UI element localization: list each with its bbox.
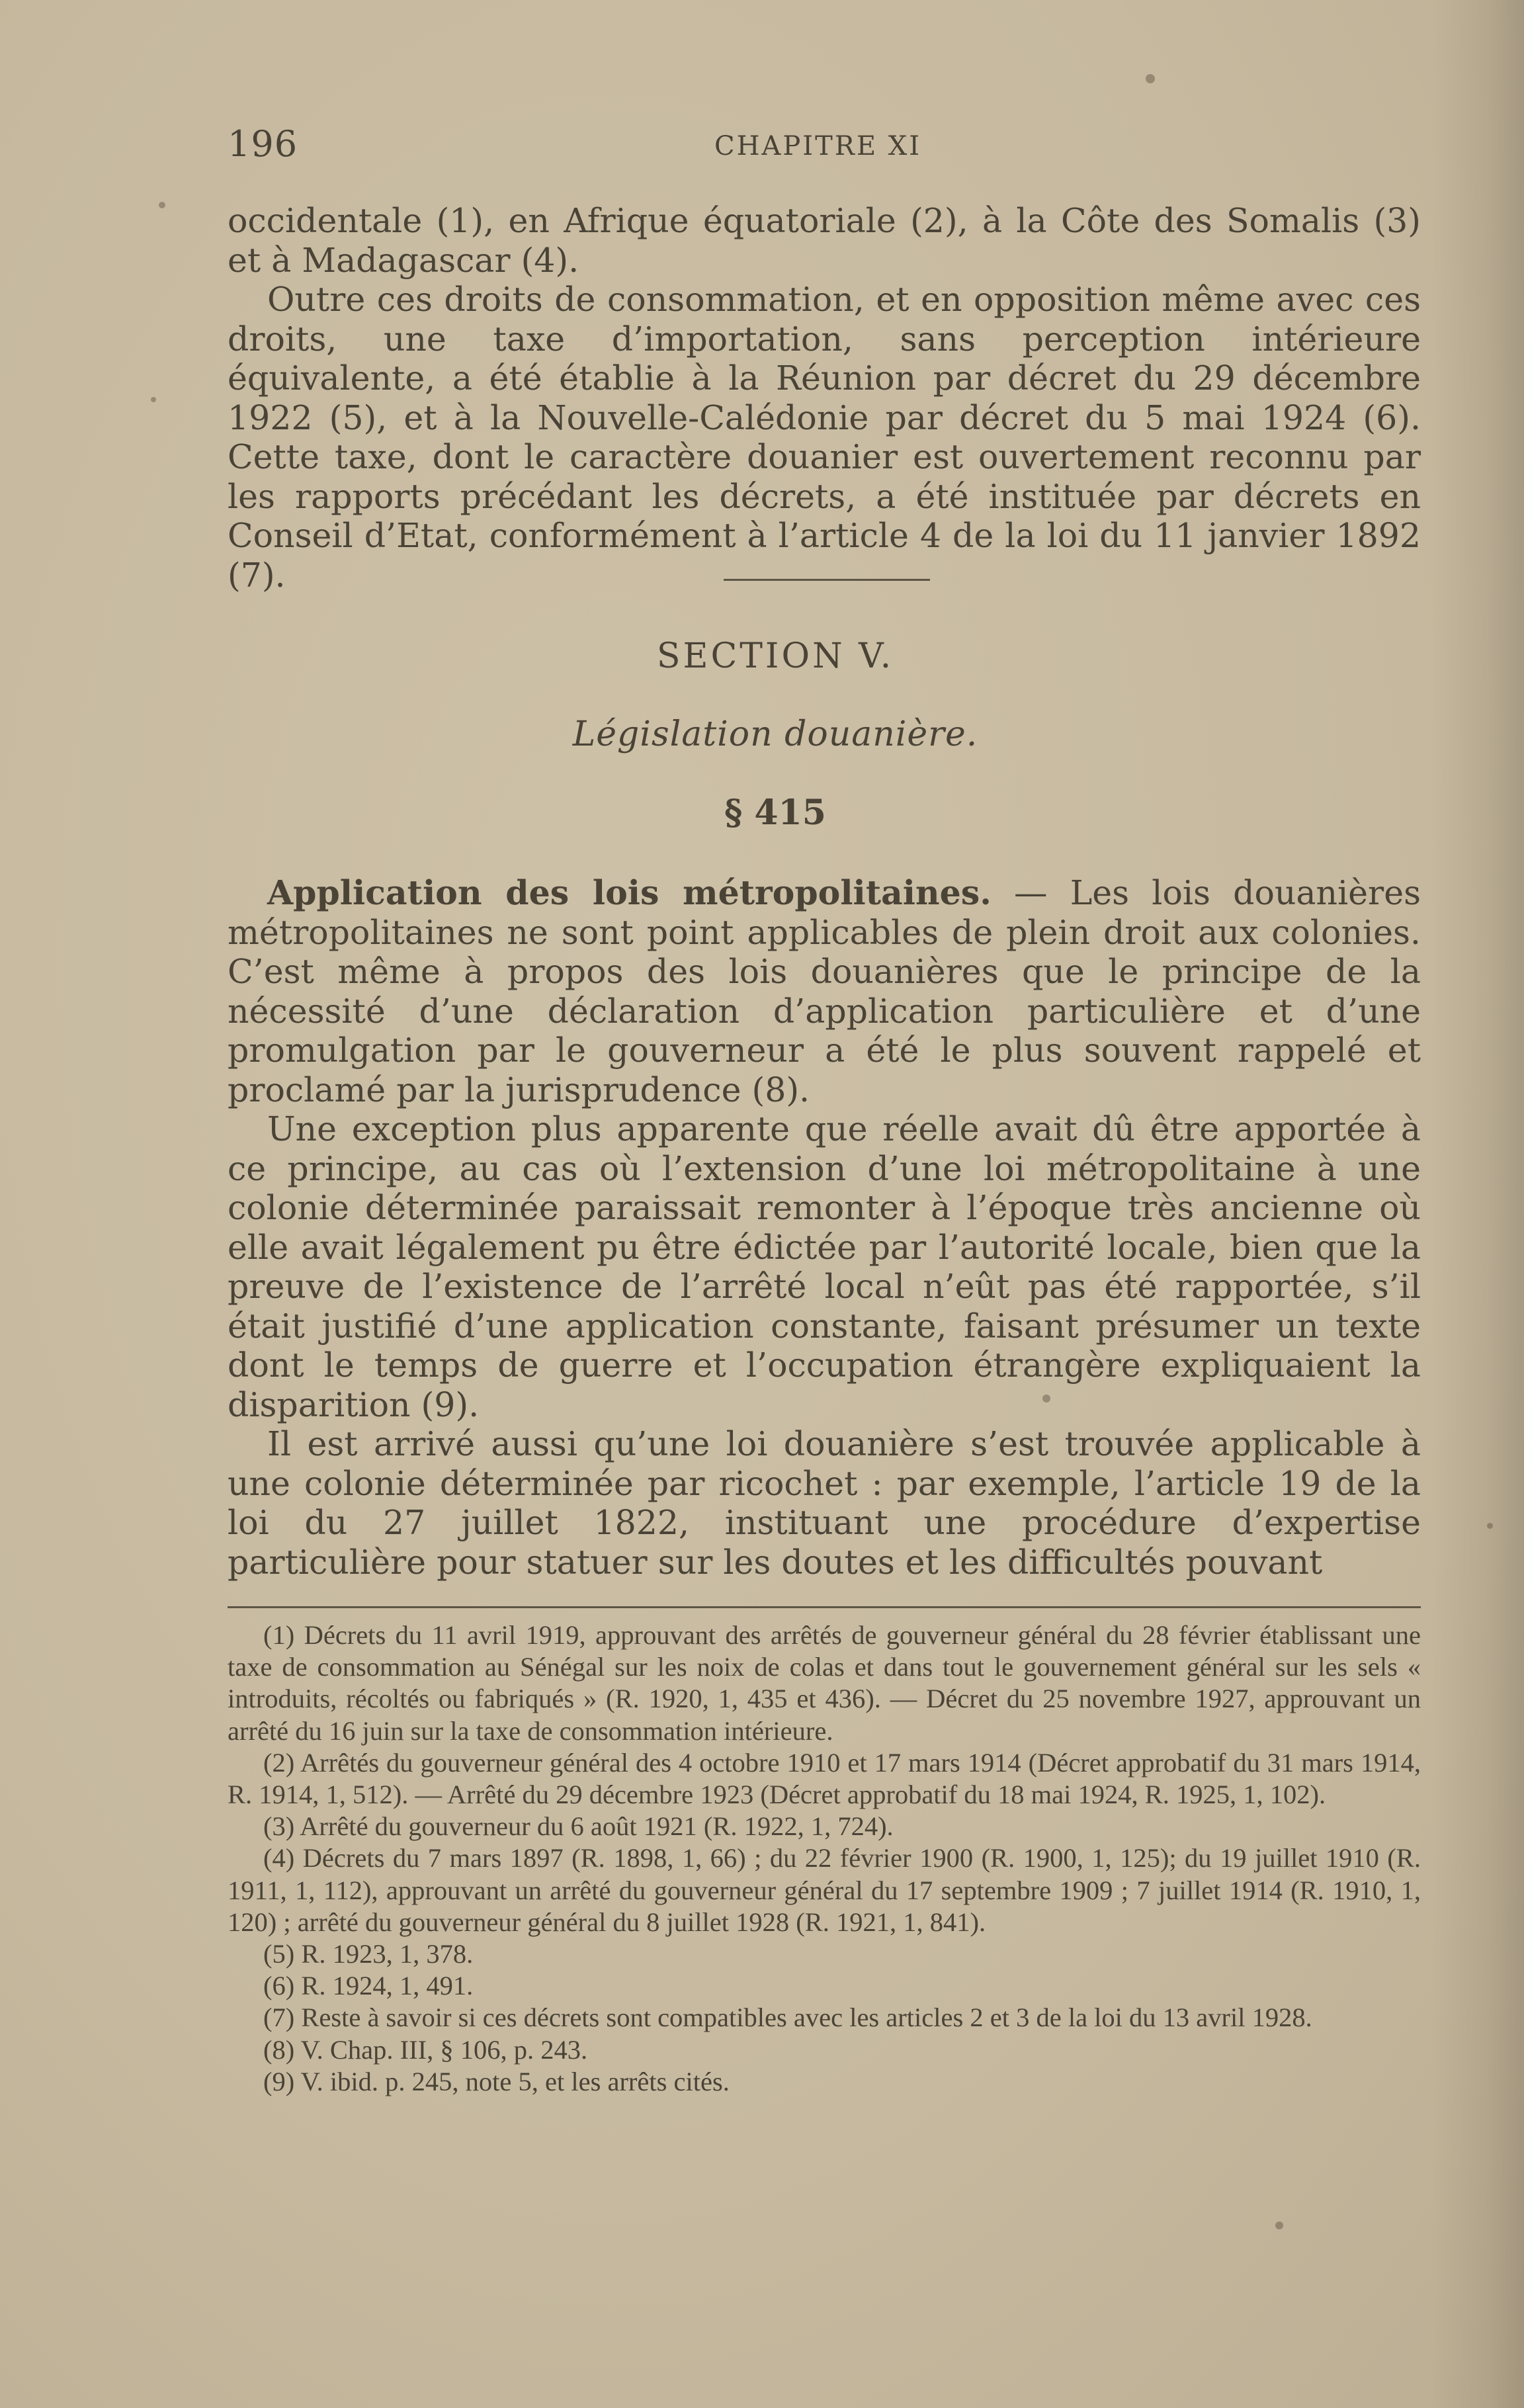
footnote-divider	[228, 1606, 1421, 1608]
main-paragraph-1-text: — Les lois douanières métropolitaines ne sont point applicables de plein droit aux colonies. C’est même à propos des lois douanières que le principe de la nécessité d’une déclaration d’application particulière et d’une promulgation par le gouverneur a été le plus souvent rappelé et proclamé par la jurisprudence (8).	[228, 873, 1421, 1109]
running-head: CHAPITRE XI	[714, 131, 922, 161]
footnote: (7) Reste à savoir si ces décrets sont compatibles avec les articles 2 et 3 de la loi du 13 avril 1928.	[263, 2002, 1312, 2033]
section-title: SECTION V.	[656, 636, 894, 676]
spine-shadow	[1431, 0, 1524, 2408]
paragraph-number: § 415	[724, 793, 826, 833]
section-divider	[724, 579, 930, 581]
paragraph-heading: Application des lois métropolitaines.	[267, 873, 992, 912]
main-paragraph-1	[228, 873, 1421, 1109]
footnote: (6) R. 1924, 1, 491.	[263, 1971, 474, 2001]
footnote: (8) V. Chap. III, § 106, p. 243.	[263, 2034, 588, 2065]
footnote: (3) Arrêté du gouverneur du 6 août 1921 (R. 1922, 1, 724).	[263, 1811, 894, 1842]
page-number: 196	[228, 123, 298, 165]
section-subtitle: Législation douanière.	[572, 714, 978, 754]
main-paragraph-3: Il est arrivé aussi qu’une loi douanière s’est trouvée applicable à une colonie déterminée par ricochet : par exemple, l’article 19 de la loi du 27 juillet 1822, instituant une procédure d’expertise particulière pour statuer sur les doutes et les difficultés pouvant	[228, 1424, 1421, 1582]
paper-speck	[1146, 74, 1155, 83]
main-paragraph-2: Une exception plus apparente que réelle avait dû être apportée à ce principe, au cas où l’extension d’une loi métropolitaine à une colonie déterminée paraissait remonter à l’époque très ancienne où elle avait légalement pu être édictée par l’autorité locale, bien que la preuve de l’existence de l’arrêté local n’eût pas été rapportée, s’il était justifié d’une application constante, faisant présumer un texte dont le temps de guerre et l’occupation étrangère expliquaient la disparition (9).	[228, 1109, 1421, 1424]
paper-speck	[1487, 1523, 1493, 1529]
intro-paragraph-1: occidentale (1), en Afrique équatoriale (2), à la Côte des Somalis (3) et à Madagascar (4).	[228, 201, 1421, 280]
paper-speck	[151, 397, 156, 402]
main-text-block	[228, 873, 1421, 1582]
footnote: (5) R. 1923, 1, 378.	[263, 1939, 474, 1969]
paper-speck	[1275, 2221, 1283, 2229]
paper-speck	[159, 202, 165, 208]
footnotes	[228, 1619, 1421, 2098]
footnote: (9) V. ibid. p. 245, note 5, et les arrêts cités.	[263, 2066, 730, 2096]
footnote: (2) Arrêtés du gouverneur général des 4 octobre 1910 et 17 mars 1914 (Décret approbatif du 31 mars 1914, R. 1914, 1, 512). — Arrêté du 29 décembre 1923 (Décret approbatif du 18 mai 1924, R. 1925, 1, 102).	[228, 1747, 1421, 1810]
intro-paragraph-2: Outre ces droits de consommation, et en opposition même avec ces droits, une taxe d’importation, sans perception intérieure équivalente, a été établie à la Réunion par décret du 29 décembre 1922 (5), et à la Nouvelle-Calédonie par décret du 5 mai 1924 (6). Cette taxe, dont le caractère douanier est ouvertement reconnu par les rapports précédant les décrets, a été instituée par décrets en Conseil d’Etat, conformément à l’article 4 de la loi du 11 janvier 1892 (7).	[228, 280, 1421, 595]
intro-text-block	[228, 201, 1421, 595]
footnote: (1) Décrets du 11 avril 1919, approuvant des arrêtés de gouverneur général du 28 février établissant une taxe de consommation au Sénégal sur les noix de colas et dans tout le gouvernement général sur les sels « introduits, récoltés ou fabriqués » (R. 1920, 1, 435 et 436). — Décret du 25 novembre 1927, approuvant un arrêté du 16 juin sur la taxe de consommation intérieure.	[228, 1620, 1421, 1746]
footnote: (4) Décrets du 7 mars 1897 (R. 1898, 1, 66) ; du 22 février 1900 (R. 1900, 1, 125); du 19 juillet 1910 (R. 1911, 1, 112), approuvant un arrêté du gouverneur général du 17 septembre 1909 ; 7 juillet 1914 (R. 1910, 1, 120) ; arrêté du gouverneur général du 8 juillet 1928 (R. 1921, 1, 841).	[228, 1843, 1421, 1937]
